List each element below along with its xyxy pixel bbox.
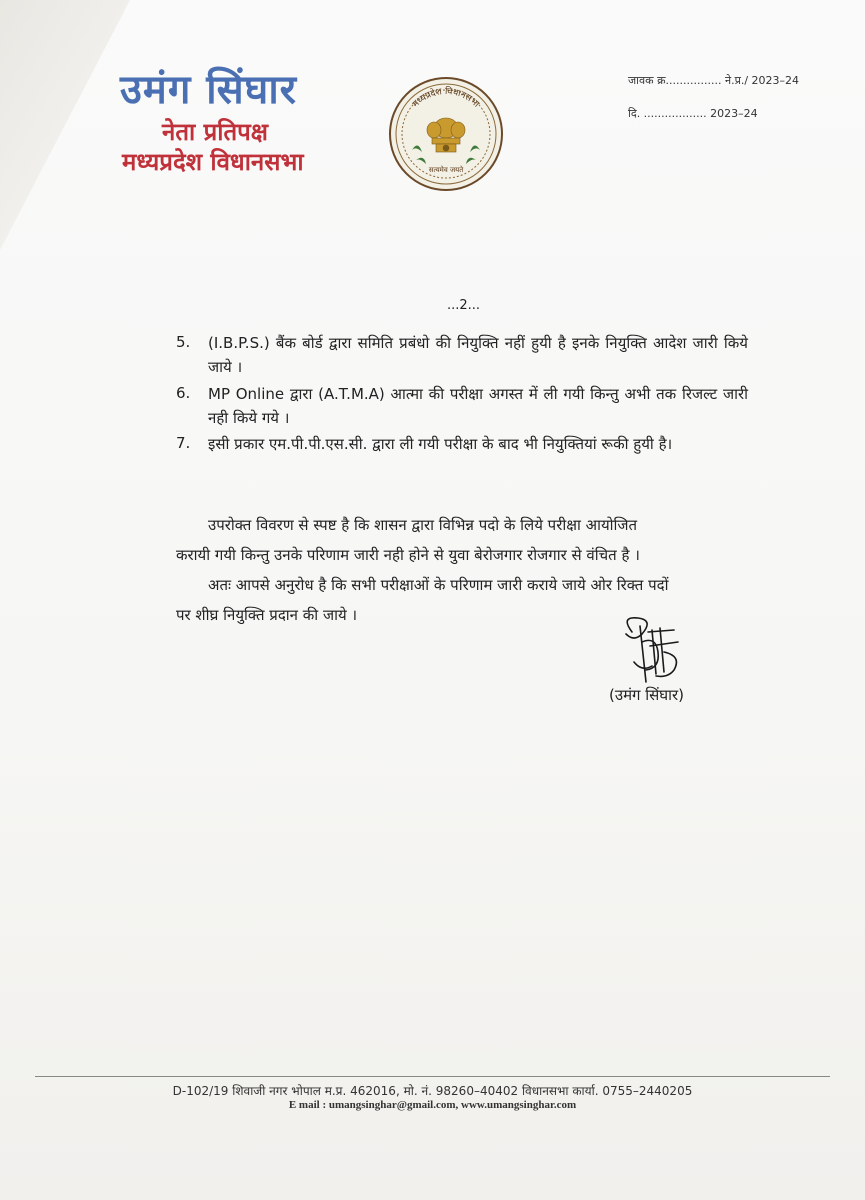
list-item-number: 7. [176,434,191,452]
body-paragraph-1-line-1: उपरोक्त विवरण से स्पष्ट है कि शासन द्वारा विभिन्न पदो के लिये परीक्षा आयोजित [208,516,638,534]
list-item-text: MP Online द्वारा (A.T.M.A) आत्मा की परीक्षा अगस्त में ली गयी किन्तु अभी तक रिजल्ट जारी नही किये गये । [208,385,748,427]
body-paragraph-1-line-2: करायी गयी किन्तु उनके परिणाम जारी नही होने से युवा बेरोजगार रोजगार से वंचित है । [176,546,640,564]
list-item-number: 5. [176,333,191,351]
list-item-text: (I.B.P.S.) बैंक बोर्ड द्वारा समिति प्रबंधो की नियुक्ति नहीं हुयी है इनके नियुक्ति आदेश जारी किये जाये । [208,334,748,376]
letterhead-post: नेता प्रतिपक्ष [162,118,268,146]
body-paragraph-2-line-1: अतः आपसे अनुरोध है कि सभी परीक्षाओं के परिणाम जारी कराये जाये ओर रिक्त पदों [208,576,669,594]
seal-motto: सत्यमेव जयते [428,166,464,174]
footer-divider [35,1076,830,1077]
body-paragraph-2-line-2: पर शीघ्र नियुक्ति प्रदान की जाये । [176,606,358,624]
letter-date: दि. .................. 2023–24 [628,107,758,120]
assembly-seal-icon [388,76,504,192]
list-item-number: 6. [176,384,191,402]
seal-top-text: मध्यप्रदेश विधानसभा [410,86,481,110]
footer-address: D-102/19 शिवाजी नगर भोपाल म.प्र. 462016, मो. नं. 98260–40402 विधानसभा कार्या. 0755–2440205 [172,1084,693,1098]
footer-contact: E mail : umangsinghar@gmail.com, www.umangsinghar.com [288,1099,577,1111]
list-item-text: इसी प्रकार एम.पी.पी.एस.सी. द्वारा ली गयी परीक्षा के बाद भी नियुक्तियां रूकी हुयी है। [208,435,673,453]
reference-number: जावक क्र................ ने.प्र./ 2023–24 [628,74,800,87]
letterhead-organization: मध्यप्रदेश विधानसभा [122,148,304,176]
signer-name: (उमंग सिंघार) [609,686,685,704]
page-number: ...2... [447,298,481,313]
letterhead-name: उमंग सिंघार [120,67,298,113]
